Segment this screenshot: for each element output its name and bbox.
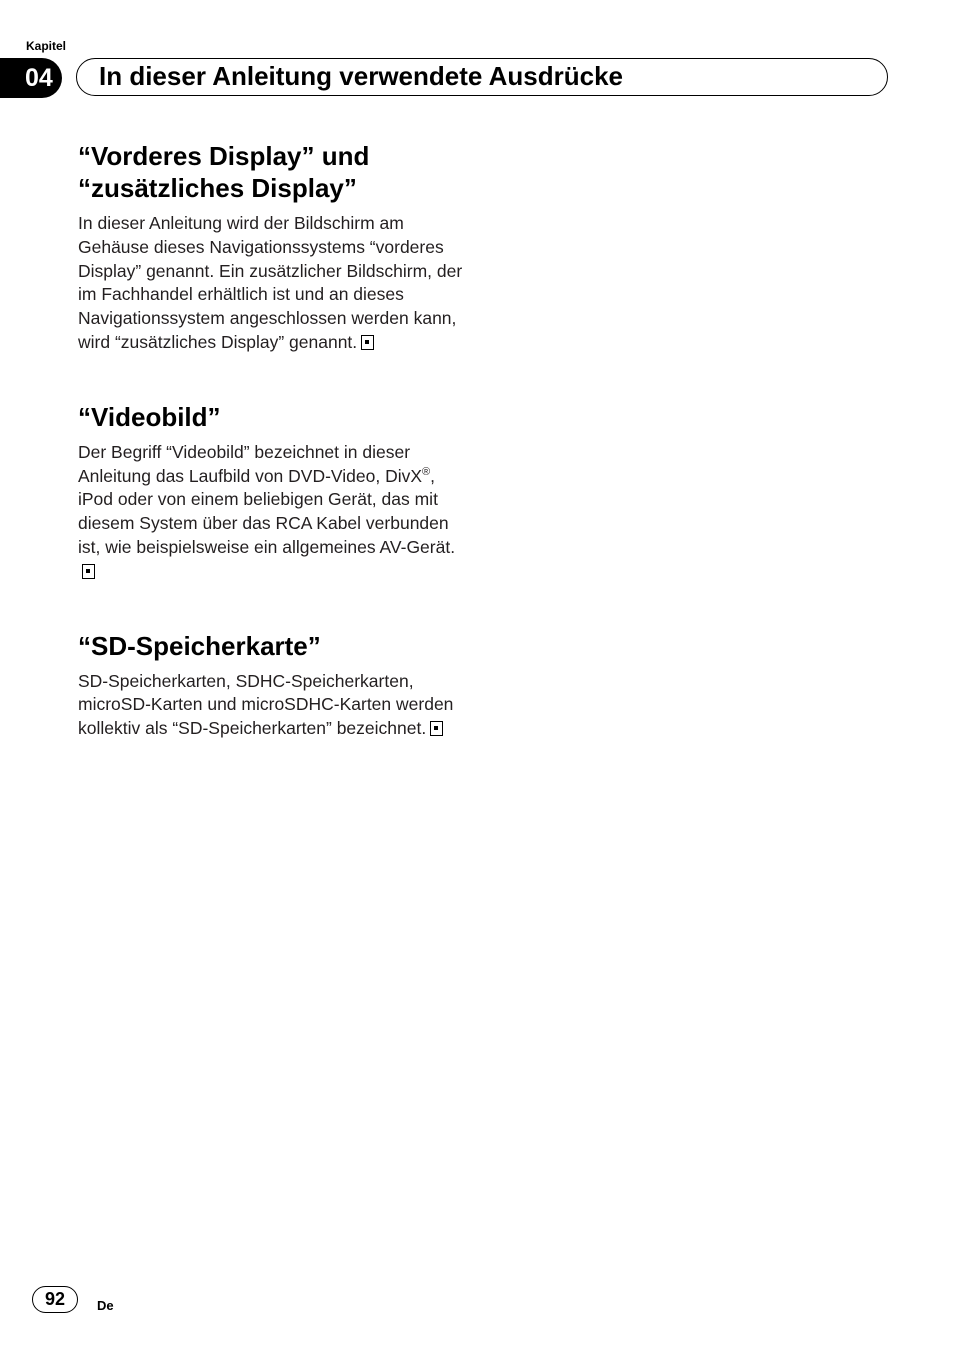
language-label: De: [97, 1298, 114, 1313]
section-body: [78, 670, 470, 741]
end-of-section-icon: [361, 335, 374, 350]
section-sd-speicherkarte: [78, 630, 470, 741]
section-heading-line1: “Vorderes Display” und: [78, 141, 370, 171]
chapter-number-badge: 04: [0, 58, 62, 98]
end-of-section-icon: [430, 721, 443, 736]
end-of-section-icon: [82, 564, 95, 579]
section-body: [78, 212, 470, 355]
page-number: 92: [32, 1286, 78, 1313]
section-body: [78, 441, 470, 584]
main-content: [78, 140, 470, 787]
chapter-title-box: [76, 58, 888, 96]
chapter-title: In dieser Anleitung verwendete Ausdrücke: [99, 61, 623, 91]
section-body-text: SD-Speicherkarten, SDHC-Speicherkarten, microSD-Karten und microSDHC-Karten werden kollektiv als “SD-Speicherkarten” bezeichnet.: [78, 670, 454, 739]
section-display: [78, 140, 470, 355]
section-heading-line2: “zusätzliches Display”: [78, 173, 357, 203]
section-heading: “Videobild”: [78, 401, 221, 432]
section-body-text: Der Begriff “Videobild” bezeichnet in dieser Anleitung das Laufbild von DVD-Video, DivX: [78, 441, 423, 486]
section-body-text: In dieser Anleitung wird der Bildschirm am Gehäuse dieses Navigationssystems “vorderes Display” genannt. Ein zusätzlicher Bildschirm, der im Fachhandel erhältlich ist und an dieses Navigationssystem angeschlossen werden kann, wird “zusätzliches Display” genannt.: [78, 213, 463, 352]
section-heading: “SD-Speicherkarte”: [78, 630, 321, 661]
section-heading: [78, 140, 470, 204]
section-body-text-cont: , iPod oder von einem beliebigen Gerät, das mit diesem System über das RCA Kabel verbunden ist, wie beispielsweise ein allgemeines AV-Gerät.: [78, 465, 456, 557]
section-videobild: [78, 401, 470, 584]
registered-mark: ®: [422, 465, 431, 478]
kapitel-label: Kapitel: [26, 39, 67, 53]
